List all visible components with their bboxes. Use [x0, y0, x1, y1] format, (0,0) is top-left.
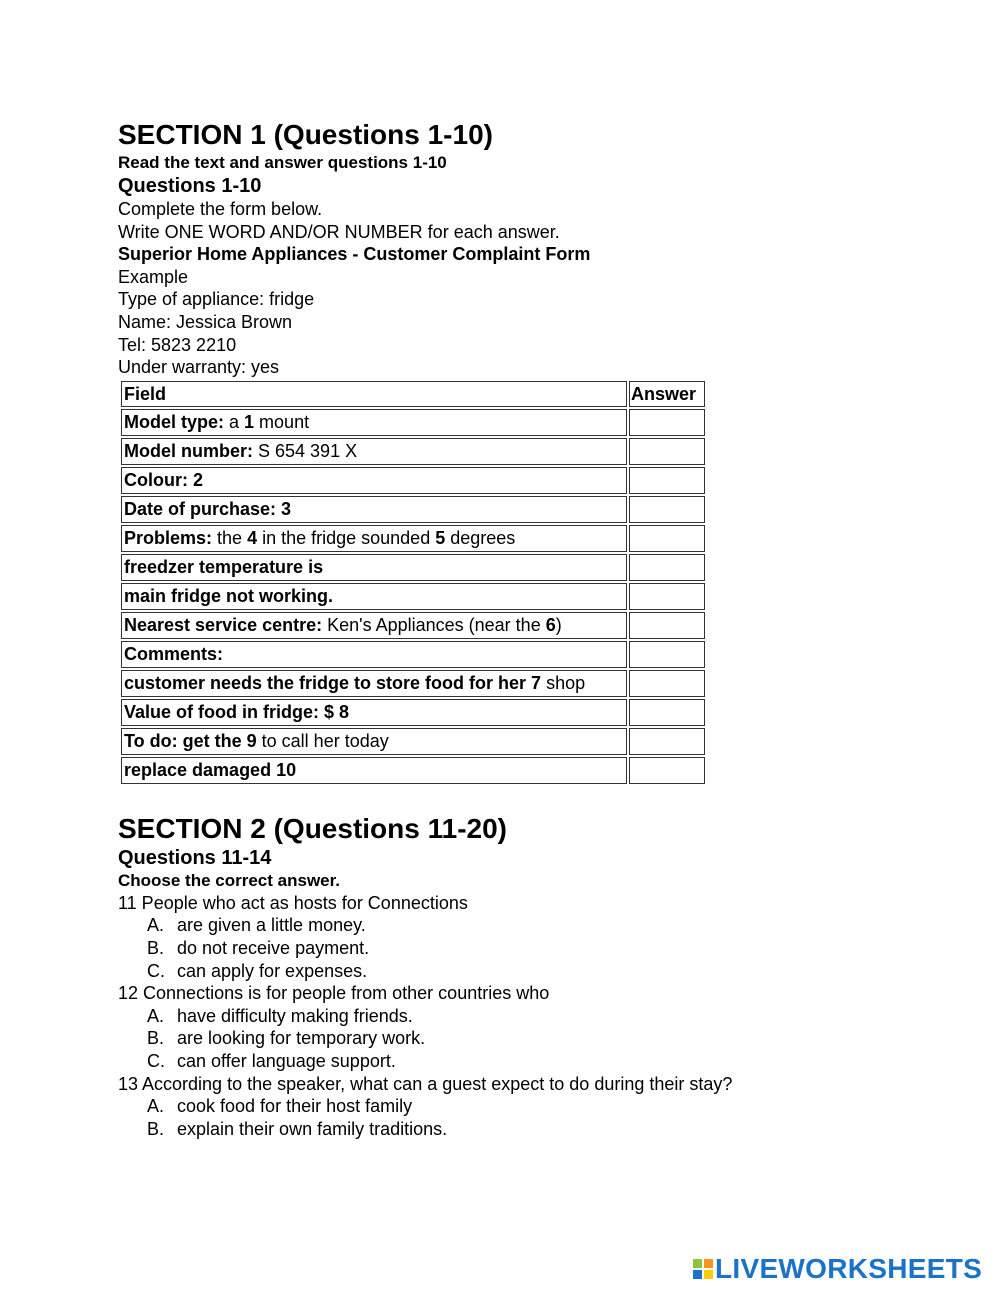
field-label-bold: Colour: 2: [124, 470, 203, 491]
option-letter: A.: [147, 1096, 165, 1117]
answer-input-11[interactable]: [632, 701, 702, 725]
question-text: 11 People who act as hosts for Connections: [118, 892, 468, 913]
table-row: [121, 409, 705, 436]
answer-option[interactable]: [118, 914, 978, 937]
field-text: S 654 391 X: [253, 441, 358, 462]
answer-input-13[interactable]: [632, 759, 702, 783]
field-cell: [121, 670, 627, 697]
field-label-bold: Date of purchase: 3: [124, 499, 292, 520]
answer-option[interactable]: [118, 1095, 978, 1118]
answer-input-1[interactable]: [632, 411, 702, 435]
write-one-word-line: Write ONE WORD AND/OR NUMBER for each answer.: [118, 221, 560, 242]
table-row: [121, 525, 705, 552]
liveworksheets-brand: [693, 1254, 982, 1284]
table-row: [121, 554, 705, 581]
field-label-bold: To do: get the 9: [124, 731, 257, 752]
answer-cell: [629, 496, 705, 523]
field-cell: [121, 467, 627, 494]
multiple-choice-questions: [118, 892, 978, 1141]
field-label-bold: Comments:: [124, 644, 224, 665]
table-row: [121, 728, 705, 755]
option-text: can apply for expenses.: [177, 960, 368, 981]
answer-option[interactable]: [118, 1005, 978, 1028]
answer-cell: [629, 757, 705, 784]
field-cell: [121, 496, 627, 523]
option-letter: A.: [147, 1005, 165, 1026]
field-label-bold: Value of food in fridge: $ 8: [124, 702, 350, 723]
example-tel: Tel: 5823 2210: [118, 334, 237, 355]
table-row: [121, 583, 705, 610]
field-text: degrees: [445, 528, 516, 549]
section1-instruction: Read the text and answer questions 1-10: [118, 153, 447, 172]
field-label-bold: Nearest service centre:: [124, 615, 323, 636]
field-label-bold: main fridge not working.: [124, 586, 334, 607]
answer-input-9[interactable]: [632, 643, 702, 667]
answer-input-3[interactable]: [632, 469, 702, 493]
field-label-bold: replace damaged 10: [124, 760, 297, 781]
field-label-bold: freedzer temperature is: [124, 557, 324, 578]
liveworksheets-wordmark: LIVEWORKSHEETS: [715, 1253, 983, 1284]
answer-cell: [629, 409, 705, 436]
answer-cell: [629, 554, 705, 581]
section2-instruction: Choose the correct answer.: [118, 870, 341, 890]
field-text: to call her today: [256, 731, 389, 752]
table-header-row: [121, 381, 705, 407]
field-label-bold: customer needs the fridge to store food for her 7: [124, 673, 542, 694]
complete-form-line: Complete the form below.: [118, 199, 323, 219]
answer-cell: [629, 612, 705, 639]
answer-cell: [629, 670, 705, 697]
option-letter: B.: [147, 1118, 165, 1139]
example-warranty: Under warranty: yes: [118, 357, 280, 378]
answer-input-12[interactable]: [632, 730, 702, 754]
answer-option[interactable]: [118, 960, 978, 983]
example-name: Name: Jessica Brown: [118, 311, 293, 332]
worksheet: [118, 118, 978, 1140]
table-row: [121, 612, 705, 639]
answer-input-2[interactable]: [632, 440, 702, 464]
field-text: Ken's Appliances (near the: [322, 615, 546, 636]
question-text: 12 Connections is for people from other countries who: [118, 983, 550, 1004]
example-type: Type of appliance: fridge: [118, 289, 315, 310]
answer-cell: [629, 467, 705, 494]
answer-input-7[interactable]: [632, 585, 702, 609]
table-row: [121, 467, 705, 494]
answer-cell: [629, 438, 705, 465]
field-cell: [121, 728, 627, 755]
section1-questions-heading: Questions 1-10: [118, 175, 262, 197]
answer-input-10[interactable]: [632, 672, 702, 696]
option-text: are looking for temporary work.: [177, 1028, 426, 1049]
option-text: explain their own family traditions.: [177, 1118, 448, 1139]
answer-input-6[interactable]: [632, 556, 702, 580]
option-letter: B.: [147, 937, 165, 958]
field-label-bold: 6: [545, 615, 556, 636]
header-answer: Answer: [629, 381, 705, 407]
field-text: mount: [254, 412, 310, 433]
option-text: have difficulty making friends.: [177, 1005, 413, 1026]
field-text: the: [212, 528, 248, 549]
field-label-bold: 4: [247, 528, 258, 549]
field-cell: [121, 641, 627, 668]
field-cell: [121, 699, 627, 726]
answer-cell: [629, 525, 705, 552]
option-letter: C.: [147, 1050, 165, 1071]
answer-option[interactable]: [118, 1118, 978, 1141]
field-cell: [121, 612, 627, 639]
field-label-bold: Model type:: [124, 412, 225, 433]
header-field: Field: [121, 381, 627, 407]
answer-input-8[interactable]: [632, 614, 702, 638]
table-row: [121, 438, 705, 465]
field-cell: [121, 583, 627, 610]
complaint-form-table: [119, 379, 707, 786]
section2-title: SECTION 2 (Questions 11-20): [118, 812, 507, 844]
liveworksheets-logo-icon: [693, 1257, 713, 1281]
table-row: [121, 641, 705, 668]
table-row: [121, 757, 705, 784]
field-label-bold: 1: [244, 412, 255, 433]
answer-cell: [629, 699, 705, 726]
option-text: do not receive payment.: [177, 937, 370, 958]
answer-option[interactable]: [118, 1027, 978, 1050]
field-cell: [121, 438, 627, 465]
answer-option[interactable]: [118, 1050, 978, 1073]
field-label-bold: Problems:: [124, 528, 213, 549]
form-title: Superior Home Appliances - Customer Complaint Form: [118, 244, 591, 265]
answer-input-5[interactable]: [632, 527, 702, 551]
section1-title: SECTION 1 (Questions 1-10): [118, 119, 493, 150]
example-label: Example: [118, 266, 189, 287]
table-row: [121, 670, 705, 697]
field-cell: [121, 409, 627, 436]
option-letter: C.: [147, 960, 165, 981]
field-label-bold: 5: [435, 528, 446, 549]
option-text: can offer language support.: [177, 1050, 396, 1071]
option-letter: A.: [147, 915, 165, 936]
answer-cell: [629, 728, 705, 755]
answer-option[interactable]: [118, 937, 978, 960]
answer-input-4[interactable]: [632, 498, 702, 522]
field-text: shop: [541, 673, 586, 694]
option-text: are given a little money.: [177, 915, 366, 936]
field-label-bold: Model number:: [124, 441, 253, 462]
field-text: a: [224, 412, 245, 433]
field-cell: [121, 554, 627, 581]
option-letter: B.: [147, 1028, 165, 1049]
question-text: 13 According to the speaker, what can a guest expect to do during their stay?: [118, 1073, 733, 1094]
field-text: in the fridge sounded: [257, 528, 436, 549]
field-cell: [121, 757, 627, 784]
field-cell: [121, 525, 627, 552]
section2-questions-heading: Questions 11-14: [118, 846, 272, 869]
option-text: cook food for their host family: [177, 1096, 413, 1117]
answer-cell: [629, 583, 705, 610]
table-row: [121, 699, 705, 726]
field-text: ): [555, 615, 562, 636]
answer-cell: [629, 641, 705, 668]
table-row: [121, 496, 705, 523]
